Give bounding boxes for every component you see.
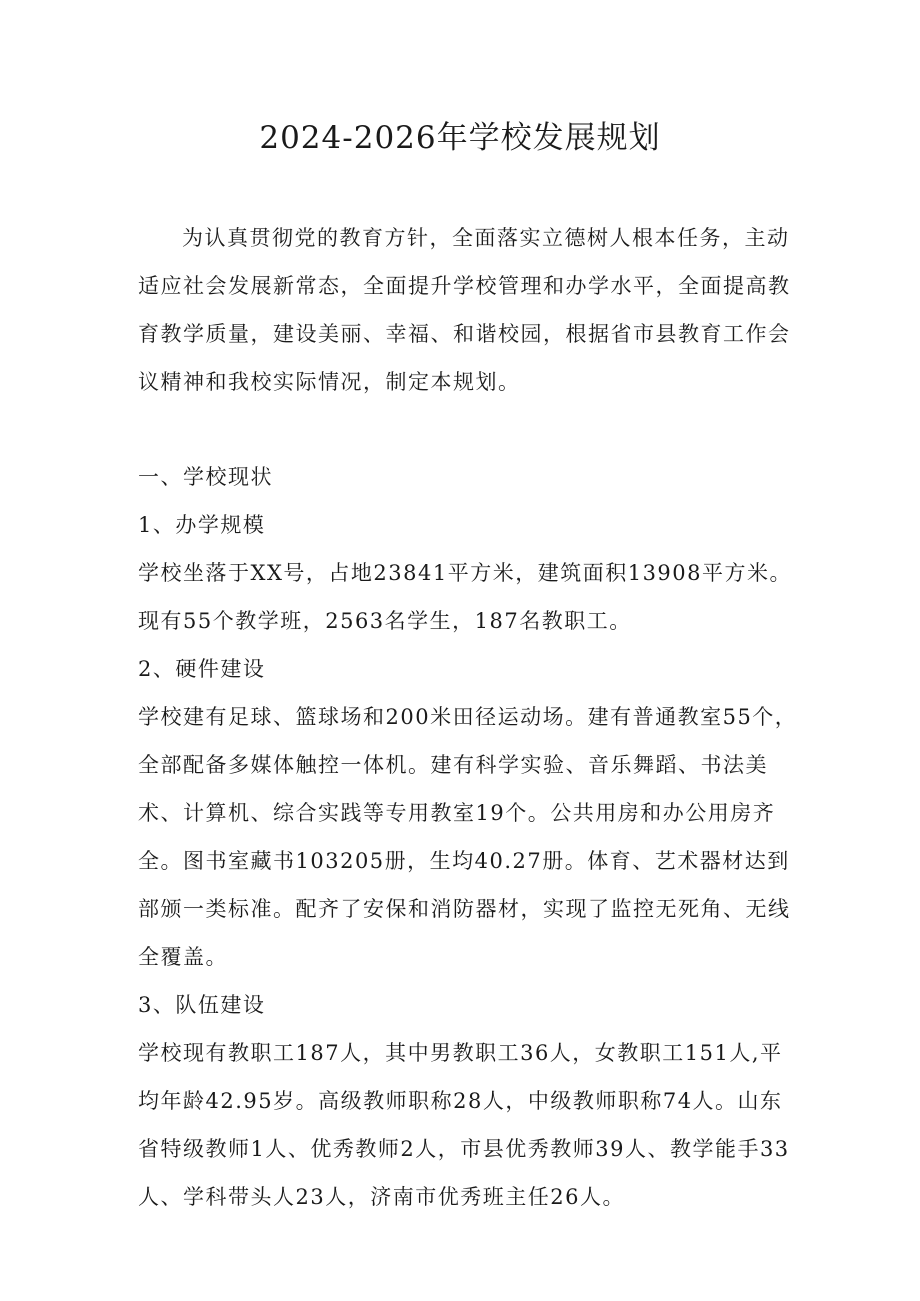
document-title: 2024-2026年学校发展规划 bbox=[259, 120, 661, 156]
paragraph-hardware: 学校建有足球、篮球场和200米田径运动场。建有普通教室55个，全部配备多媒体触控一体机。建有科学实验、音乐舞蹈、书法美术、计算机、综合实践等专用教室19个。公共用房和办公用房齐全。图书室藏书103205册，生均40.27册。体育、艺术器材达到部颁一类标准。配齐了安保和消防器材，实现了监控无死角、无线全覆盖。 bbox=[138, 705, 798, 969]
subsection-heading-staff: 3、队伍建设 bbox=[138, 993, 266, 1017]
section-heading-school-status: 一、学校现状 bbox=[138, 465, 273, 489]
paragraph-school-scale: 学校坐落于XX号，占地23841平方米，建筑面积13908平方米。现有55个教学班，2563名学生，187名教职工。 bbox=[138, 561, 793, 633]
intro-paragraph: 为认真贯彻党的教育方针，全面落实立德树人根本任务，主动适应社会发展新常态，全面提升学校管理和办学水平，全面提高教育教学质量，建设美丽、幸福、和谐校园，根据省市县教育工作会议精神和我校实际情况，制定本规划。 bbox=[138, 226, 791, 394]
subsection-heading-school-scale: 1、办学规模 bbox=[138, 513, 266, 537]
document-body bbox=[138, 214, 798, 1221]
subsection-heading-hardware: 2、硬件建设 bbox=[138, 657, 266, 681]
paragraph-staff: 学校现有教职工187人，其中男教职工36人，女教职工151人,平均年龄42.95岁。高级教师职称28人，中级教师职称74人。山东省特级教师1人、优秀教师2人，市县优秀教师39人、教学能手33人、学科带头人23人，济南市优秀班主任26人。 bbox=[138, 1041, 790, 1209]
